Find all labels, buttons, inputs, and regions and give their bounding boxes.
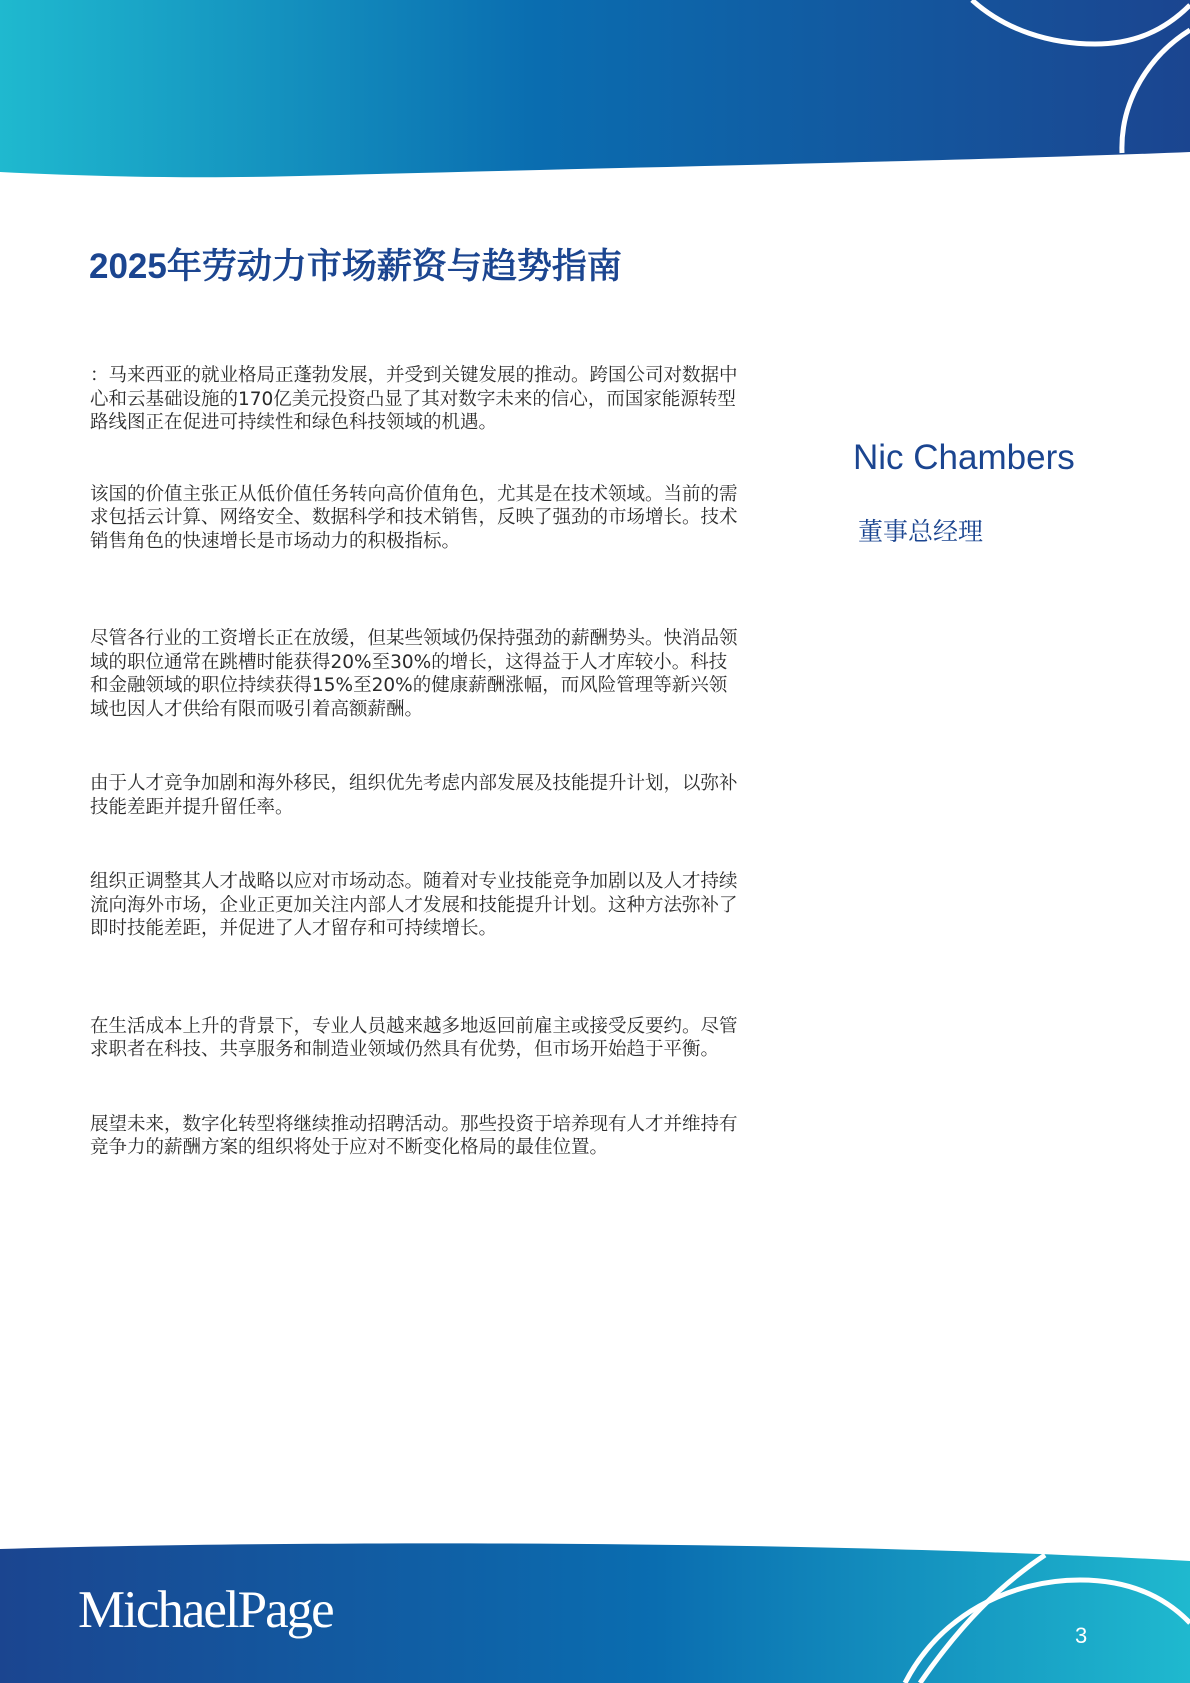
body-paragraph: 展望未来，数字化转型将继续推动招聘活动。那些投资于培养现有人才并维持有竞争力的薪酬方案的组织将处于应对不断变化格局的最佳位置。	[90, 1113, 738, 1158]
body-paragraph: 尽管各行业的工资增长正在放缓，但某些领域仍保持强劲的薪酬势头。快消品领域的职位通常在跳槽时能获得20%至30%的增长，这得益于人才库较小。科技和金融领域的职位持续获得15%至20%的健康薪酬涨幅，而风险管理等新兴领域也因人才供给有限而吸引着高额薪酬。	[90, 628, 738, 720]
body-paragraph: 在生活成本上升的背景下，专业人员越来越多地返回前雇主或接受反要约。尽管求职者在科技、共享服务和制造业领域仍然具有优势，但市场开始趋于平衡。	[90, 1015, 738, 1060]
author-role: 董事总经理	[858, 517, 984, 546]
page-number: 3	[1075, 1623, 1088, 1648]
michael-page-logo: MichaelPage	[78, 1581, 333, 1639]
page-title: 2025年劳动力市场薪资与趋势指南	[89, 247, 622, 286]
body-paragraph: 该国的价值主张正从低价值任务转向高价值角色，尤其是在技术领域。当前的需求包括云计算、网络安全、数据科学和技术销售，反映了强劲的市场增长。技术销售角色的快速增长是市场动力的积极指标。	[90, 483, 738, 552]
body-paragraph: ：马来西亚的就业格局正蓬勃发展，并受到关键发展的推动。跨国公司对数据中心和云基础设施的170亿美元投资凸显了其对数字未来的信心，而国家能源转型路线图正在促进可持续性和绿色科技领域的机遇。	[90, 365, 738, 433]
body-paragraph: 组织正调整其人才战略以应对市场动态。随着对专业技能竞争加剧以及人才持续流向海外市场，企业正更加关注内部人才发展和技能提升计划。这种方法弥补了即时技能差距，并促进了人才留存和可持续增长。	[90, 871, 738, 939]
author-name: Nic Chambers	[853, 438, 1075, 477]
body-paragraph: 由于人才竞争加剧和海外移民，组织优先考虑内部发展及技能提升计划，以弥补技能差距并提升留任率。	[90, 773, 738, 818]
header-band	[0, 0, 1190, 185]
body-text-column	[90, 364, 745, 1160]
